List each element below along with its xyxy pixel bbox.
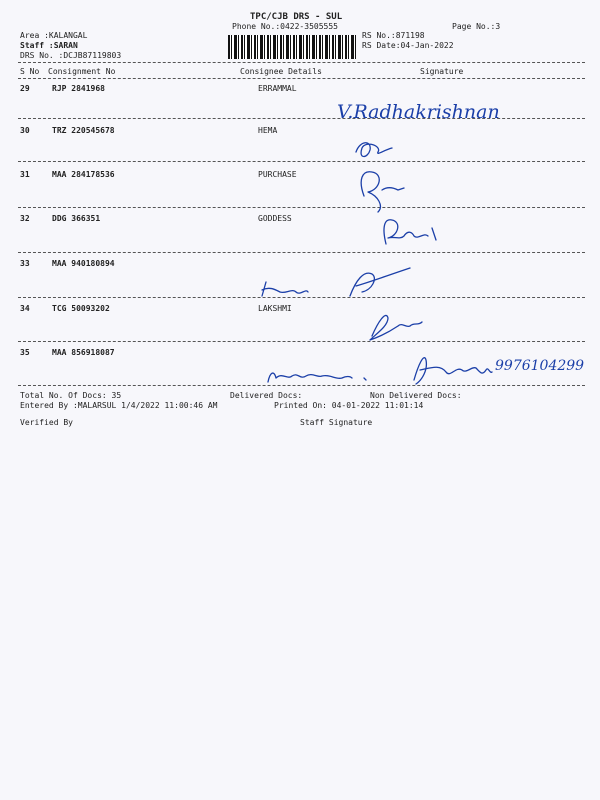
row-sno: 35 bbox=[20, 348, 30, 357]
row-consignment: TRZ 220545678 bbox=[52, 126, 115, 135]
row-sno: 32 bbox=[20, 214, 30, 223]
row-sno: 33 bbox=[20, 259, 30, 268]
signature-31 bbox=[361, 172, 404, 212]
row-consignment: TCG 50093202 bbox=[52, 304, 110, 313]
row-consignment: RJP 2841968 bbox=[52, 84, 105, 93]
phone-number: Phone No.:0422-3505555 bbox=[232, 22, 338, 31]
signature-29 bbox=[337, 101, 500, 123]
staff-signature-label: Staff Signature bbox=[300, 418, 373, 427]
non-delivered-docs: Non Delivered Docs: bbox=[370, 391, 462, 400]
col-header-signature: Signature bbox=[420, 67, 464, 76]
row-consignee: GODDESS bbox=[258, 214, 292, 223]
total-docs: Total No. Of Docs: 35 bbox=[20, 391, 122, 400]
col-header-sno: S No bbox=[20, 67, 40, 76]
printed-on: Printed On: 04-01-2022 11:01:14 bbox=[274, 401, 424, 410]
signature-30 bbox=[356, 143, 392, 157]
row-consignment: MAA 856918087 bbox=[52, 348, 115, 357]
signature-34 bbox=[370, 315, 422, 340]
row-consignee: HEMA bbox=[258, 126, 278, 135]
row-consignment: DDG 366351 bbox=[52, 214, 101, 223]
signature-35 bbox=[268, 358, 584, 384]
delivered-docs: Delivered Docs: bbox=[230, 391, 303, 400]
signature-32 bbox=[384, 220, 436, 244]
signature-33 bbox=[262, 268, 410, 296]
area-field: Area :KALANGAL bbox=[20, 31, 88, 40]
row-consignee: ERRAMMAL bbox=[258, 84, 297, 93]
signature-29-text: V.Radhakrishnan bbox=[337, 101, 500, 123]
page-number: Page No.:3 bbox=[452, 22, 501, 31]
rs-number: RS No.:871198 bbox=[362, 31, 425, 40]
row-sno: 29 bbox=[20, 84, 30, 93]
rs-date: RS Date:04-Jan-2022 bbox=[362, 41, 454, 50]
entered-by: Entered By :MALARSUL 1/4/2022 11:00:46 AM bbox=[20, 401, 218, 410]
row-sno: 31 bbox=[20, 170, 30, 179]
row-consignee: PURCHASE bbox=[258, 170, 297, 179]
row-consignment: MAA 940180894 bbox=[52, 259, 115, 268]
row-consignment: MAA 284178536 bbox=[52, 170, 115, 179]
drs-number: DRS No. :DCJB87119803 bbox=[20, 51, 122, 60]
row-consignee: LAKSHMI bbox=[258, 304, 292, 313]
row-sno: 30 bbox=[20, 126, 30, 135]
row-sno: 34 bbox=[20, 304, 30, 313]
staff-field: Staff :SARAN bbox=[20, 41, 78, 50]
document-title: TPC/CJB DRS - SUL bbox=[250, 12, 343, 22]
signature-35-phone: 9976104299 bbox=[495, 358, 585, 374]
col-header-consignment: Consignment No bbox=[48, 67, 116, 76]
verified-by-label: Verified By bbox=[20, 418, 73, 427]
col-header-consignee: Consignee Details bbox=[240, 67, 322, 76]
